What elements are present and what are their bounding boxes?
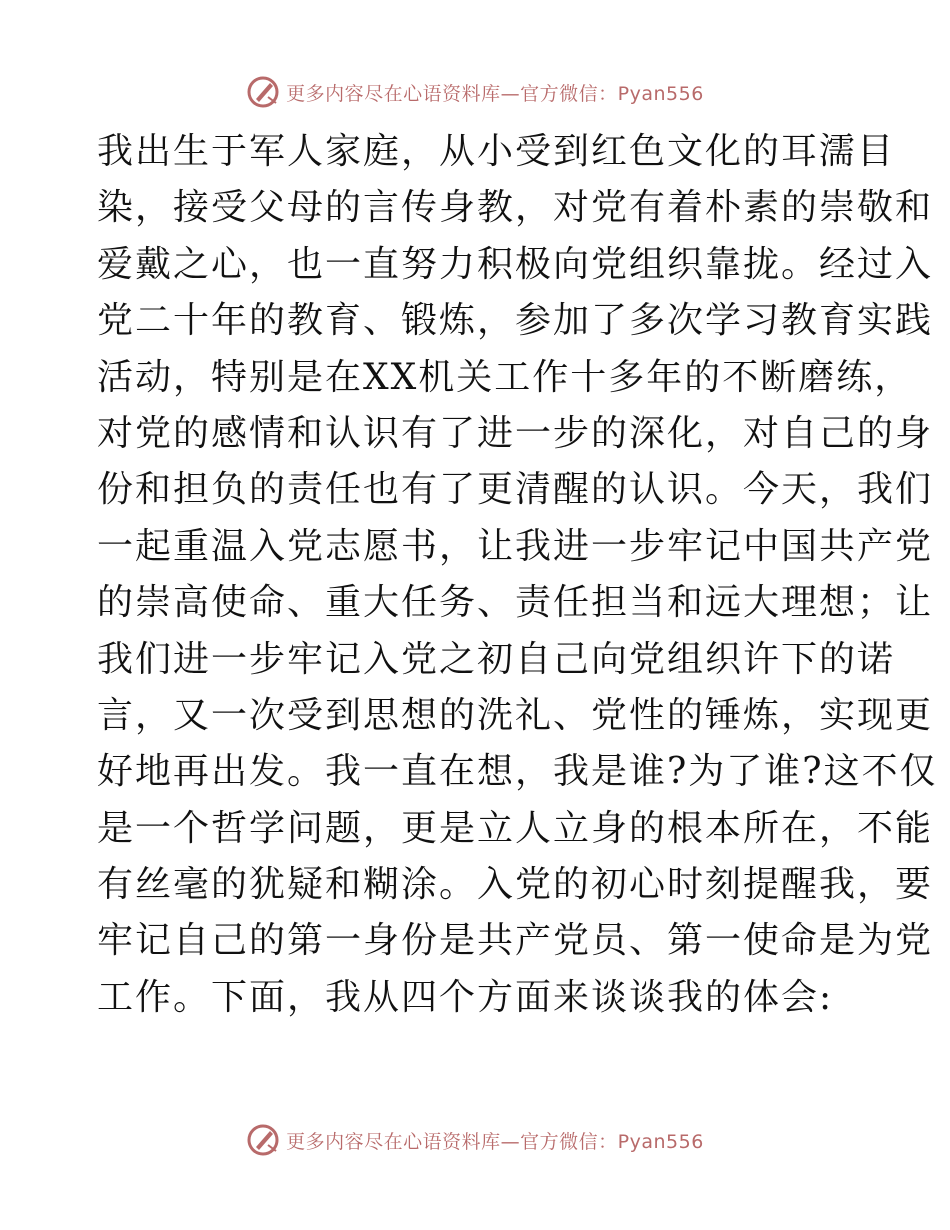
body-line: 好地再出发。我一直在想，我是谁?为了谁?这不仅: [97, 751, 938, 793]
body-line: 我出生于军人家庭，从小受到红色文化的耳濡目: [97, 131, 896, 172]
body-line: 爱戴之心，也一直努力积极向党组织靠拢。经过入: [97, 243, 934, 285]
body-line: 活动，特别是在XX机关工作十多年的不断磨练，: [97, 356, 913, 398]
quill-logo-icon: [246, 1123, 280, 1157]
body-line: 有丝毫的犹疑和糊涂。入党的初心时刻提醒我，要: [97, 864, 934, 906]
body-line: 对党的感情和认识有了进一步的深化，对自己的身: [97, 412, 934, 454]
body-line: 的崇高使命、重大任务、责任担当和远大理想；让: [97, 582, 934, 624]
header-watermark: [0, 72, 950, 112]
body-line: 份和担负的责任也有了更清醒的认识。今天，我们: [97, 469, 934, 511]
body-line: 我们进一步牢记入党之初自己向党组织许下的诺: [97, 638, 896, 680]
body-line: 言，又一次受到思想的洗礼、党性的锤炼，实现更: [97, 694, 934, 736]
body-line: 染，接受父母的言传身教，对党有着朴素的崇敬和: [97, 187, 934, 229]
body-line: 是一个哲学问题，更是立人立身的根本所在，不能: [97, 807, 934, 849]
footer-watermark: [0, 1120, 950, 1160]
quill-logo-icon: [246, 75, 280, 109]
body-line: 一起重温入党志愿书，让我进一步牢记中国共产党: [97, 525, 934, 567]
document-body: [97, 124, 938, 1026]
body-line: 工作。下面，我从四个方面来谈谈我的体会:: [97, 976, 834, 1018]
watermark-text: 更多内容尽在心语资料库—官方微信：Pyan556: [286, 1130, 704, 1153]
body-line: 党二十年的教育、锻炼，参加了多次学习教育实践: [97, 300, 934, 342]
watermark-text: 更多内容尽在心语资料库—官方微信：Pyan556: [286, 82, 704, 105]
body-line: 牢记自己的第一身份是共产党员、第一使命是为党: [97, 920, 934, 962]
